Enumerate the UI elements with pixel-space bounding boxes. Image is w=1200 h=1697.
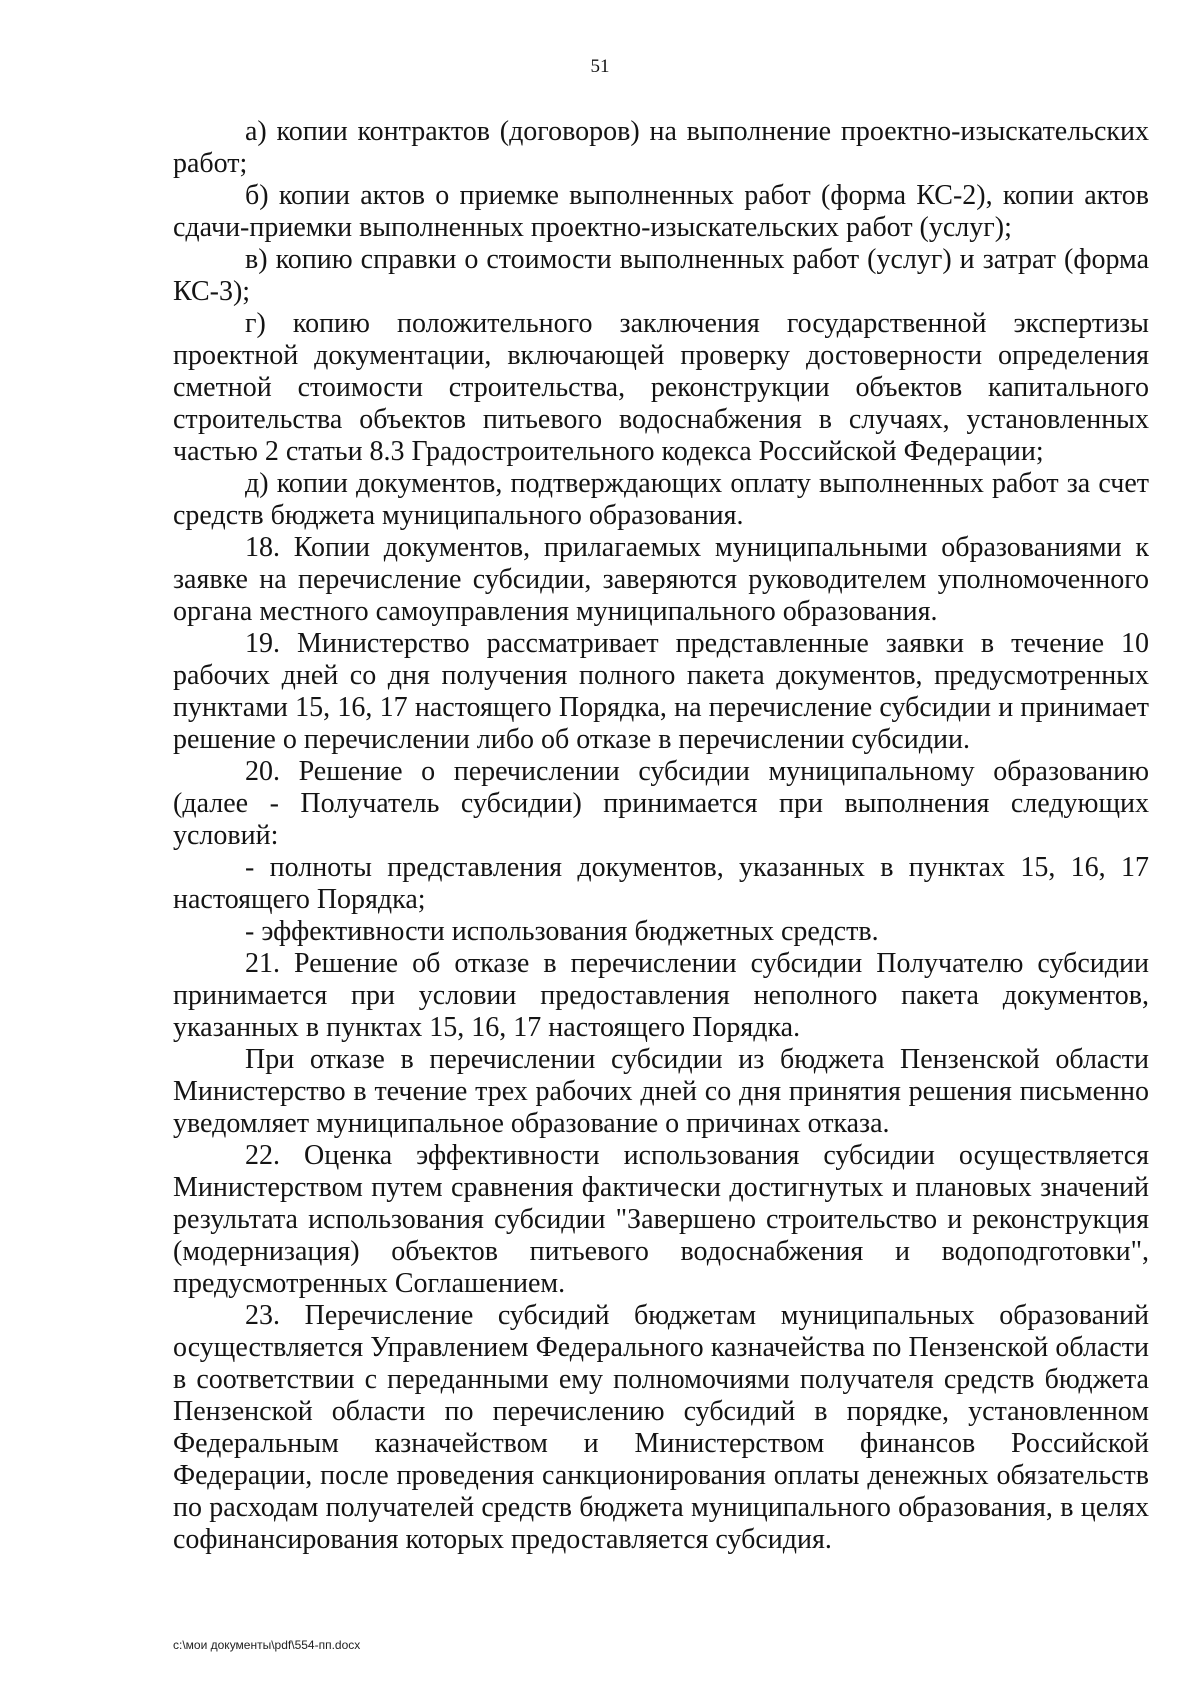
paragraph-clause-22: 22. Оценка эффективности использования субсидии осуществляется Министерством путем сравнения фактически достигнутых и плановых значений результата использования субсидии "Завершено строительство и реконструкция (модернизация) объектов питьевого водоснабжения и водоподготовки", предусмотренных Соглашением. [173,1140,1149,1299]
paragraph-clause-23: 23. Перечисление субсидий бюджетам муниципальных образований осуществляется Управлением Федерального казначейства по Пензенской области в соответствии с переданными ему полномочиями получателя средств бюджета Пензенской области по перечислению субсидий в порядке, установленном Федеральным казначейством и Министерством финансов Российской Федерации, после проведения санкционирования оплаты денежных обязательств по расходам получателей средств бюджета муниципального образования, в целях софинансирования которых предоставляется субсидия. [173,1300,1149,1555]
paragraph-clause-20: 20. Решение о перечислении субсидии муниципальному образованию (далее - Получатель субсидии) принимается при выполнения следующих условий: [173,756,1149,851]
document-body [173,116,1149,1556]
paragraph-item-v: в) копию справки о стоимости выполненных работ (услуг) и затрат (форма КС-3); [173,244,1149,307]
footer-file-path: c:\мои документы\pdf\554-пп.docx [173,1638,361,1652]
paragraph-item-g: г) копию положительного заключения государственной экспертизы проектной документации, включающей проверку достоверности определения сметной стоимости строительства, реконструкции объектов капитального строительства объектов питьевого водоснабжения в случаях, установленных частью 2 статьи 8.3 Градостроительного кодекса Российской Федерации; [173,308,1149,467]
paragraph-item-a: а) копии контрактов (договоров) на выполнение проектно-изыскательских работ; [173,116,1149,179]
page-number: 51 [590,56,610,77]
paragraph-refusal-notice: При отказе в перечислении субсидии из бюджета Пензенской области Министерство в течение трех рабочих дней со дня принятия решения письменно уведомляет муниципальное образование о причинах отказа. [173,1044,1149,1139]
paragraph-clause-18: 18. Копии документов, прилагаемых муниципальными образованиями к заявке на перечисление субсидии, заверяются руководителем уполномоченного органа местного самоуправления муниципального образования. [173,532,1149,627]
paragraph-item-d: д) копии документов, подтверждающих оплату выполненных работ за счет средств бюджета муниципального образования. [173,468,1149,531]
paragraph-condition-2: - эффективности использования бюджетных средств. [245,916,879,947]
paragraph-clause-21: 21. Решение об отказе в перечислении субсидии Получателю субсидии принимается при условии предоставления неполного пакета документов, указанных в пунктах 15, 16, 17 настоящего Порядка. [173,948,1149,1043]
paragraph-item-b: б) копии актов о приемке выполненных работ (форма КС-2), копии актов сдачи-приемки выполненных проектно-изыскательских работ (услуг); [173,180,1149,243]
paragraph-condition-1: - полноты представления документов, указанных в пунктах 15, 16, 17 настоящего Порядка; [173,852,1149,915]
paragraph-clause-19: 19. Министерство рассматривает представленные заявки в течение 10 рабочих дней со дня получения полного пакета документов, предусмотренных пунктами 15, 16, 17 настоящего Порядка, на перечисление субсидии и принимает решение о перечислении либо об отказе в перечислении субсидии. [173,628,1149,755]
